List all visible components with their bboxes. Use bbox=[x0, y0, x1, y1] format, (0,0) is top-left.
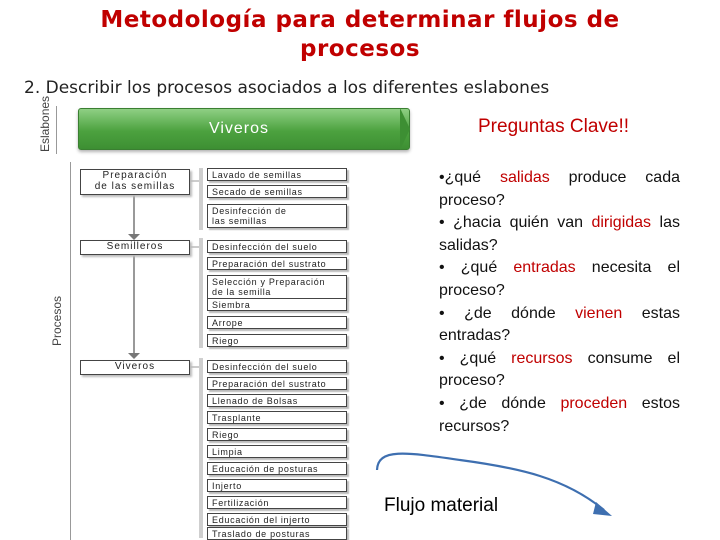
activity-box bbox=[207, 513, 347, 526]
subtitle: 2. Describir los procesos asociados a los diferentes eslabones bbox=[24, 78, 550, 98]
activity-group-bracket bbox=[199, 358, 203, 538]
question-item bbox=[439, 212, 680, 257]
question-text: necesita el proceso? bbox=[439, 259, 680, 299]
question-text: produce cada proceso? bbox=[439, 169, 680, 209]
stage-viveros bbox=[80, 360, 190, 375]
question-keyword: salidas bbox=[499, 169, 550, 186]
activity-box bbox=[207, 377, 347, 390]
question-keyword: proceden bbox=[560, 394, 628, 412]
question-keyword: vienen bbox=[575, 304, 623, 322]
activity-label: Educación de posturas bbox=[212, 464, 319, 474]
question-item bbox=[439, 393, 680, 438]
question-item bbox=[439, 257, 680, 302]
key-questions-heading: Preguntas Clave!! bbox=[478, 116, 630, 137]
activity-box bbox=[207, 168, 347, 181]
activity-label: Desinfección del suelo bbox=[212, 242, 318, 252]
activity-label: Trasplante bbox=[212, 413, 262, 423]
activity-box bbox=[207, 334, 347, 347]
activity-box bbox=[207, 445, 347, 458]
activity-group-bracket bbox=[199, 238, 203, 348]
activity-box bbox=[207, 257, 347, 270]
activity-label: Selección y Preparación bbox=[212, 277, 326, 287]
stage-label: Semilleros bbox=[106, 241, 164, 252]
question-text: • ¿de dónde bbox=[439, 304, 576, 322]
question-text: estos recursos? bbox=[439, 394, 681, 435]
activity-box bbox=[207, 316, 347, 329]
activity-box bbox=[207, 240, 347, 253]
stage-preparacion bbox=[80, 169, 190, 195]
activity-label: Educación del injerto bbox=[212, 515, 311, 525]
stage-semilleros bbox=[80, 240, 190, 255]
stage-label: Viveros bbox=[114, 361, 156, 372]
activity-label: Desinfección del suelo bbox=[212, 362, 318, 372]
activity-box bbox=[207, 462, 347, 475]
banner-label: Viveros bbox=[208, 120, 270, 137]
activity-label: Limpia bbox=[212, 447, 243, 457]
question-text: • ¿hacia quién van bbox=[439, 214, 592, 232]
activity-label: de la semilla bbox=[212, 287, 272, 297]
question-text: • ¿qué bbox=[439, 349, 512, 367]
question-item bbox=[439, 167, 680, 212]
question-item bbox=[439, 303, 680, 348]
question-text: •¿qué bbox=[439, 169, 500, 186]
activity-label: Fertilización bbox=[212, 498, 270, 508]
question-text: consume el proceso? bbox=[439, 349, 680, 390]
activity-box bbox=[207, 204, 347, 228]
flujo-material-arrowhead bbox=[593, 502, 612, 516]
key-questions-list bbox=[439, 167, 680, 438]
activity-box bbox=[207, 411, 347, 424]
title-line-1: Metodología para determinar flujos de bbox=[100, 7, 620, 33]
activity-box bbox=[207, 428, 347, 441]
activity-box bbox=[207, 360, 347, 373]
stage-label: de las semillas bbox=[94, 181, 176, 192]
activity-group-bracket bbox=[199, 168, 203, 230]
procesos-label: Procesos bbox=[50, 295, 64, 346]
question-keyword: entradas bbox=[513, 259, 576, 277]
activity-label: las semillas bbox=[212, 216, 267, 226]
activity-label: Riego bbox=[212, 336, 240, 346]
stage-label: Preparación bbox=[102, 170, 168, 181]
question-keyword: recursos bbox=[511, 349, 573, 367]
stage-arrowhead-2 bbox=[128, 353, 140, 359]
activity-label: Preparación del sustrato bbox=[212, 259, 327, 269]
question-text: las salidas? bbox=[439, 214, 680, 254]
activity-label: Riego bbox=[212, 430, 240, 440]
activity-box bbox=[207, 185, 347, 198]
question-text: • ¿qué bbox=[439, 259, 514, 277]
activity-label: Secado de semillas bbox=[212, 187, 303, 197]
eslabones-label: Eslabones bbox=[38, 95, 52, 152]
title-line-2: procesos bbox=[299, 36, 421, 62]
activity-box bbox=[207, 298, 347, 311]
question-text: estas entradas? bbox=[439, 304, 681, 345]
question-text: • ¿de dónde bbox=[439, 394, 561, 412]
activity-label: Lavado de semillas bbox=[212, 170, 302, 180]
activity-label: Injerto bbox=[212, 481, 242, 491]
activity-box bbox=[207, 527, 347, 540]
question-item bbox=[439, 348, 680, 393]
question-keyword: dirigidas bbox=[591, 214, 652, 232]
activity-label: Siembra bbox=[212, 300, 251, 310]
activity-box bbox=[207, 479, 347, 492]
flujo-material-label: Flujo material bbox=[384, 495, 499, 516]
activity-box bbox=[207, 394, 347, 407]
activity-label: Arrope bbox=[212, 318, 244, 328]
activity-label: Desinfección de bbox=[212, 206, 287, 216]
activity-box bbox=[207, 496, 347, 509]
activity-label: Llenado de Bolsas bbox=[212, 396, 298, 406]
activity-box bbox=[207, 275, 347, 299]
activity-label: Traslado de posturas bbox=[212, 529, 311, 539]
activity-label: Preparación del sustrato bbox=[212, 379, 327, 389]
